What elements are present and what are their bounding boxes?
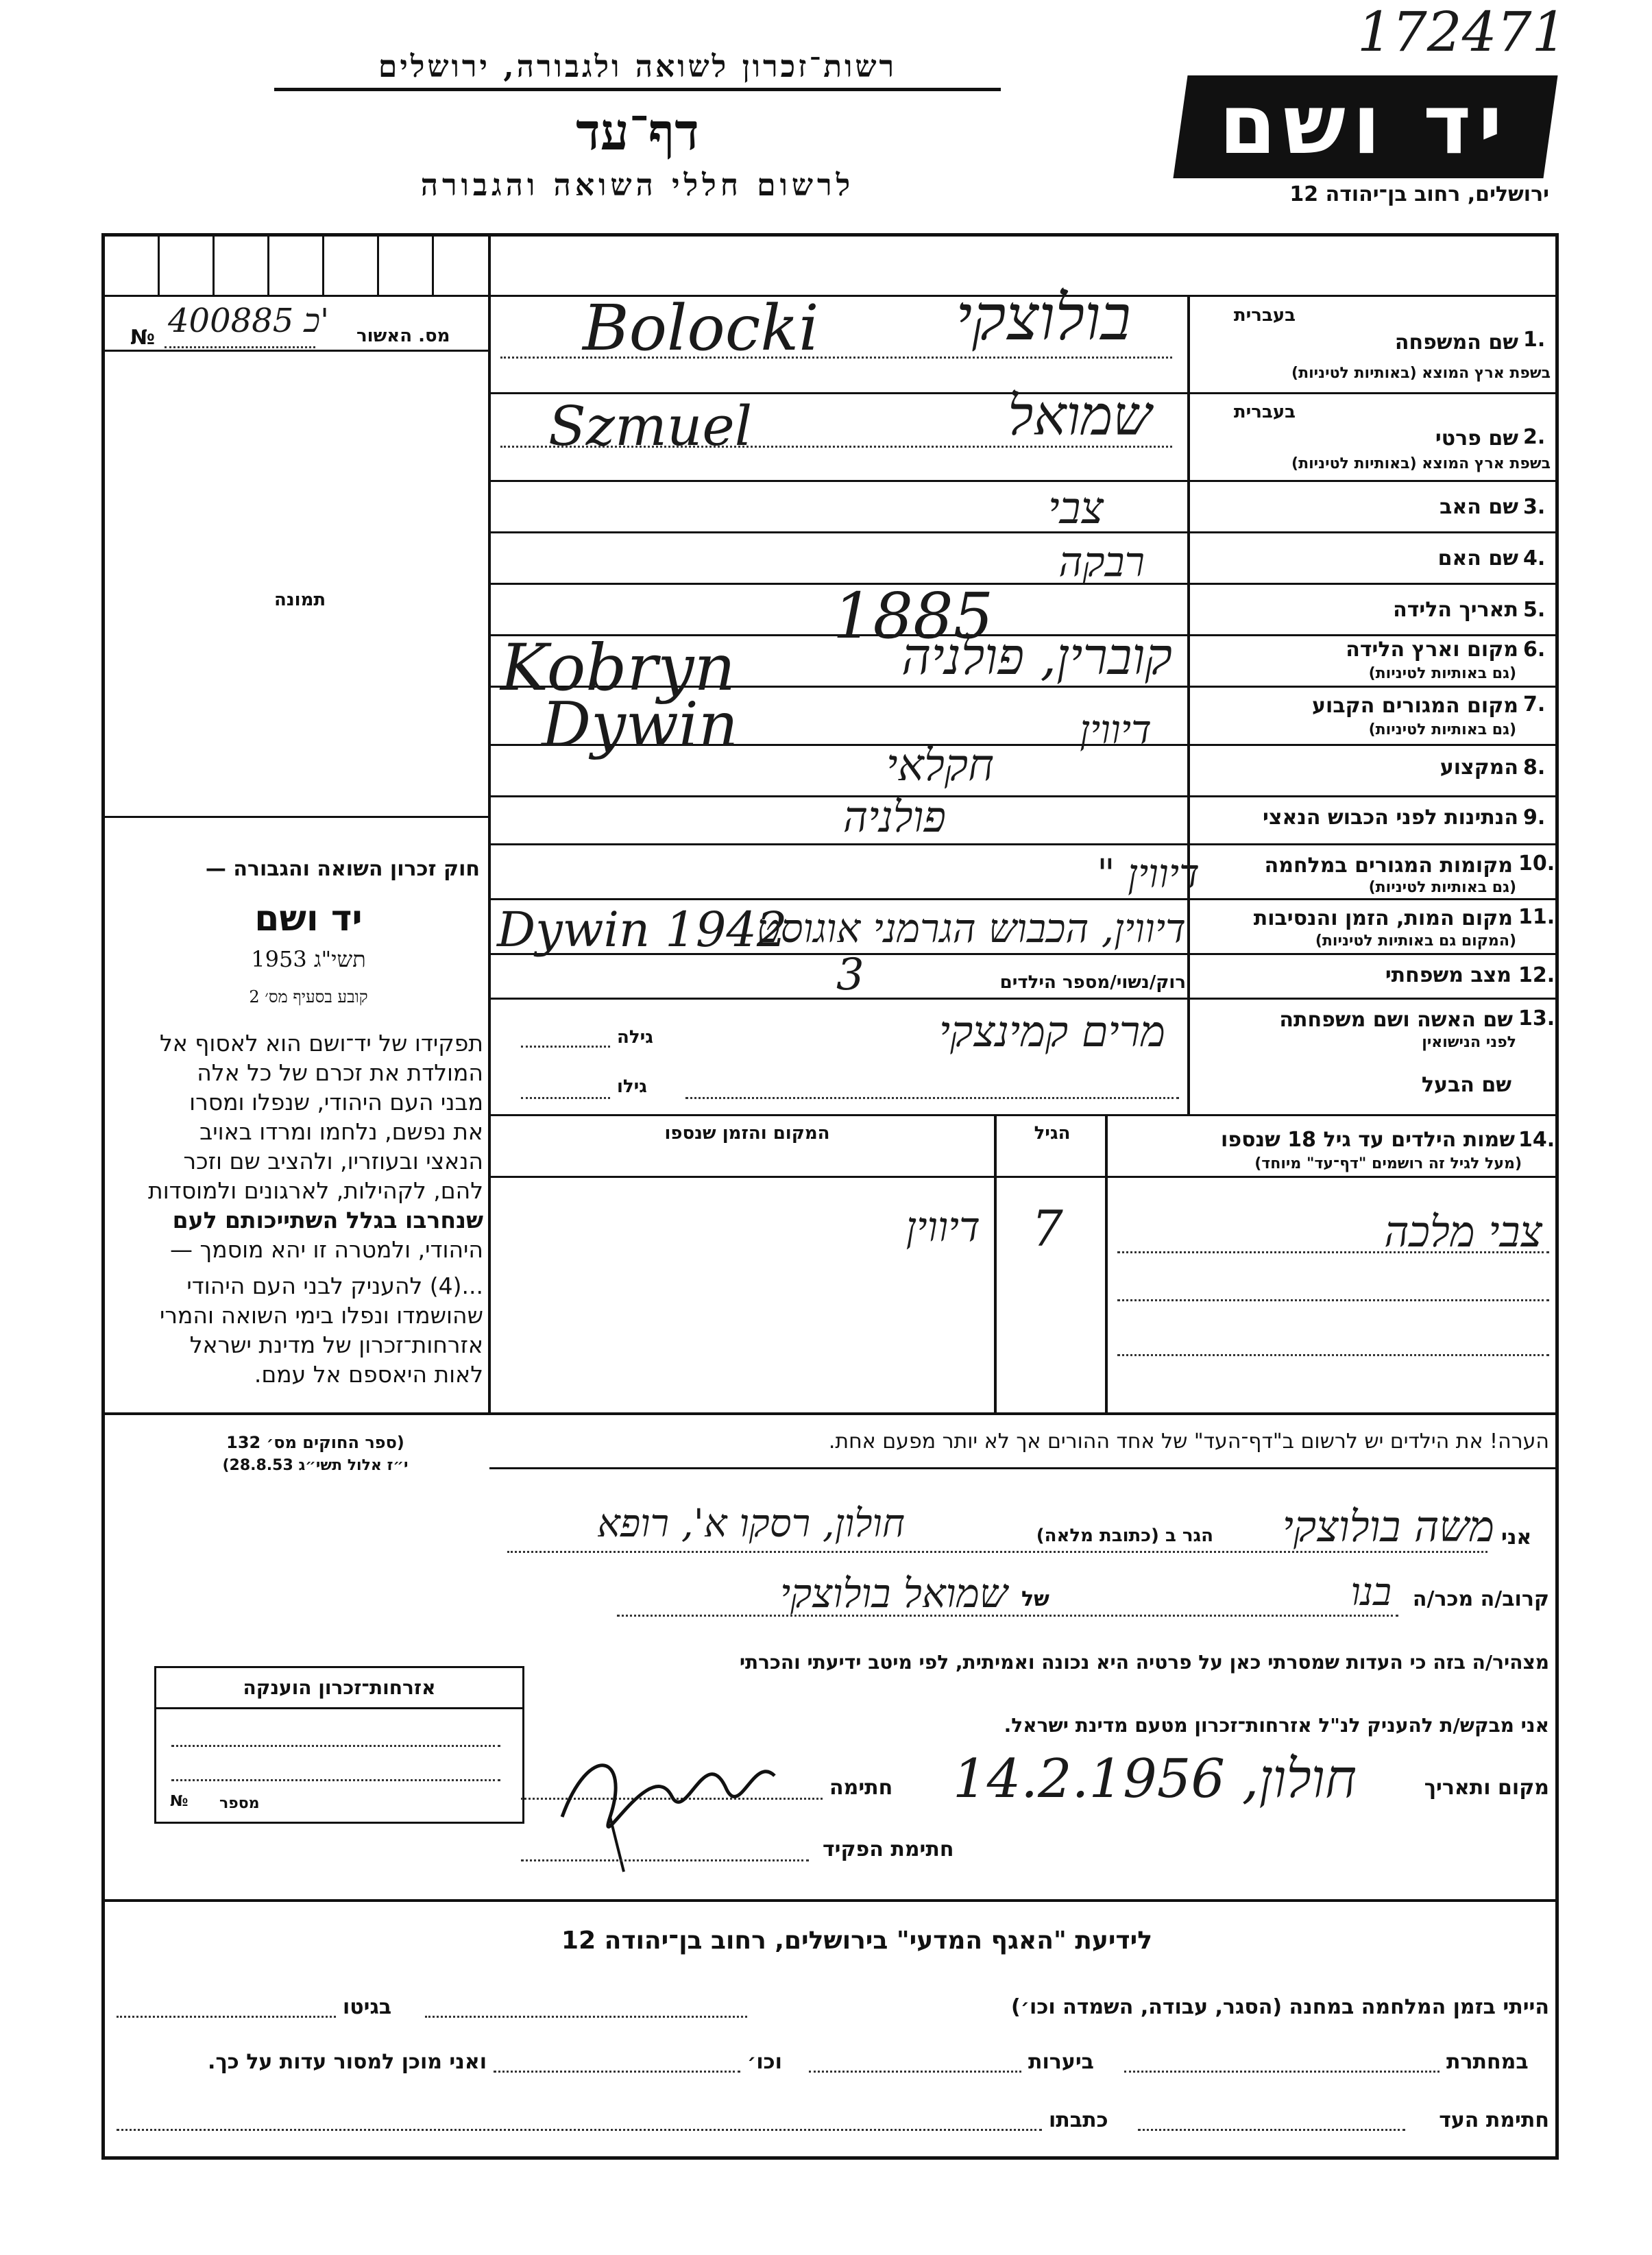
decl-relation: בנו <box>1350 1570 1392 1615</box>
f8-number: 8. <box>1523 756 1546 780</box>
f1-sub-hebrew: בעברית <box>1233 305 1296 326</box>
f2-sub-latin: בשפת ארץ המוצא (באותיות לטיניות) <box>1291 455 1551 472</box>
child1-place: דיווין <box>906 1203 980 1251</box>
footer-forest: ביערות <box>1028 2050 1094 2074</box>
f10-value: דיווין " <box>1097 850 1200 897</box>
citizenship-box-title: אזרחות־זכרון הוענקה <box>243 1676 436 1699</box>
f5-number: 5. <box>1523 598 1546 622</box>
footer-line1-dots <box>425 2016 747 2018</box>
footer-ghetto-dots <box>117 2016 336 2018</box>
f3-value: צבי <box>1047 483 1104 534</box>
f6-number: 6. <box>1523 638 1546 662</box>
f5-value: 1885 <box>833 579 994 653</box>
f9-number: 9. <box>1523 806 1546 830</box>
law-line-11: אזרחות־זכרון של מדינת ישראל <box>189 1331 483 1358</box>
decl-place-date: חולון, 14.2.1956 <box>953 1748 1357 1810</box>
f13-age-dots <box>521 1046 610 1048</box>
law-line-10: שהושמדו ונפלו בימי השואה והמרי <box>159 1302 483 1329</box>
strip-cell-1 <box>158 237 160 295</box>
decl-officer-label: חתימת הפקיד <box>823 1837 954 1861</box>
f13-age-label: גילה <box>617 1027 653 1048</box>
f1-label: שם המשפחה <box>1394 330 1518 354</box>
top-strip-line <box>104 295 1556 297</box>
f8-label: המקצוע <box>1440 756 1518 780</box>
f13-sub: לפני הנישואין <box>1422 1034 1516 1051</box>
strip-cell-2 <box>212 237 215 295</box>
footer-line1: הייתי בזמן המלחמה במחנה (הסגר, עבודה, השמדה וכו׳) <box>1011 1995 1549 2019</box>
f3-number: 3. <box>1523 495 1546 519</box>
decl-declarant: משה בולוצקי <box>1282 1502 1494 1552</box>
row-line-8 <box>489 795 1556 797</box>
row-line-14 <box>489 1176 1556 1178</box>
child-row-3-dots <box>1117 1354 1549 1356</box>
law-source: (ספר החוקים מס׳ 132 <box>226 1433 404 1452</box>
approval-no-mark: № <box>130 326 156 350</box>
f11-value-hebrew: דיווין, הכבוש הגרמני אוגוסט <box>756 905 1186 952</box>
law-line-9: ...(4) להעניק לבני העם היהודי <box>186 1273 483 1299</box>
footer-heading: לידיעת "האגף המדעי" בירושלים, רחוב בן־יהודה 12 <box>561 1927 1152 1955</box>
law-line-3: מבני העם היהודי, שנפלו ומסרו <box>189 1089 483 1116</box>
law-name: יד ושם <box>254 898 363 939</box>
decl-of-value: שמואל בולוצקי <box>779 1570 1008 1617</box>
f6-value-latin: Kobryn <box>500 631 736 706</box>
decl-statement: מצהיר/ה בזה כי העדות שמסרתי כאן על פרטיה היא נכונה ואמיתית, לפי מיטב ידיעתי והכרתי <box>739 1651 1549 1674</box>
decl-request: אני מבקש/ת להעניק לנ"ל אזרחות־זכרון מטעם מדינת ישראל. <box>1004 1714 1549 1737</box>
f4-number: 4. <box>1523 546 1546 570</box>
footer-witness-dots <box>1138 2129 1405 2131</box>
form-title: דף־עד <box>576 103 699 162</box>
yad-vashem-logo: יד ושם <box>1219 77 1509 173</box>
f6-label: מקום וארץ הלידה <box>1346 638 1518 662</box>
f14-number: 14. <box>1518 1128 1555 1152</box>
f11-value-latin: Dywin 1942 <box>497 902 788 958</box>
f7-number: 7. <box>1523 692 1546 716</box>
f4-label: שם האם <box>1437 546 1518 570</box>
f4-value: רבקה <box>1058 538 1145 586</box>
strip-line-left <box>104 350 489 352</box>
footer-address-dots <box>117 2129 1042 2131</box>
f10-number: 10. <box>1518 852 1555 876</box>
footer-etc-dots <box>494 2071 740 2073</box>
decl-resides-label: הגר ב (כתובת מלאה) <box>1036 1526 1213 1546</box>
footer-forest-dots <box>809 2071 1021 2073</box>
f6-value-hebrew: קוברין, פולניה <box>901 627 1172 686</box>
address-line: ירושלים, רחוב בן־יהודה 12 <box>1289 182 1549 206</box>
left-column-divider <box>488 237 491 1412</box>
husband-age-dots <box>521 1097 610 1099</box>
f14-sub: (מעל לגיל זה רושמים "דף־עד" מיוחד) <box>1254 1155 1522 1172</box>
authority-underline <box>274 88 1001 91</box>
strip-cell-6 <box>432 237 434 295</box>
decl-line-1 <box>507 1551 1487 1553</box>
citizenship-no-mark: № <box>170 1793 189 1810</box>
row-line-9 <box>489 843 1556 845</box>
law-line-4: את נפשם, נלחמו ומרדו באויב <box>199 1118 483 1145</box>
law-title: חוק זכרון השואה והגבורה — <box>205 857 480 881</box>
f3-label: שם האב <box>1440 495 1518 519</box>
child1-name: צבי מלכה <box>1384 1207 1542 1257</box>
authority-line: רשות־זכרון לשואה ולגבורה, ירושלים <box>378 49 897 84</box>
decl-of-label: של <box>1021 1587 1049 1611</box>
footer-ghetto: בגיטו <box>343 1995 392 2019</box>
citizenship-dots-2 <box>171 1779 500 1781</box>
row-line-2 <box>489 480 1556 482</box>
f11-sub: (המקום גם באותיות לטיניות) <box>1315 932 1516 950</box>
f9-label: הנתינות לפני הכבוש הנאצי <box>1263 806 1518 830</box>
f2-sub-hebrew: בעברית <box>1233 402 1296 422</box>
f1-value-hebrew: בולוצקי <box>955 281 1131 354</box>
citizenship-dots-1 <box>171 1745 500 1747</box>
decl-signature-label: חתימה <box>829 1776 893 1800</box>
f12-label: מצב משפחתי <box>1385 963 1511 987</box>
approval-value: 400885 כ' <box>168 302 330 340</box>
children-note: הערה! את הילדים יש לרשום ב"דף־העד" של אחד ההורים אך לא יותר מפעם אחת. <box>828 1430 1549 1454</box>
children-col-2 <box>1105 1116 1108 1412</box>
f8-value: חקלאי <box>886 740 994 791</box>
f7-value-hebrew: דיווין <box>1080 706 1152 753</box>
registration-number: 172471 <box>1357 0 1567 64</box>
f1-sub-latin: בשפת ארץ המוצא (באותיות לטיניות) <box>1291 365 1551 382</box>
law-line-12: לאות היאספם אל עמם. <box>254 1361 483 1388</box>
signature-scribble <box>548 1714 788 1879</box>
law-clause: קובע בסעיף מס׳ 2 <box>249 987 368 1006</box>
approval-label: מס. האשור <box>356 326 450 346</box>
strip-cell-4 <box>322 237 324 295</box>
f14-age-header: הגיל <box>1034 1123 1071 1144</box>
f13-value: מרים קמינצקי <box>938 1006 1165 1057</box>
child1-age: 7 <box>1032 1200 1063 1257</box>
husband-label: שם הבעל <box>1421 1073 1511 1097</box>
officer-dots <box>521 1859 809 1861</box>
law-line-5: הנאצי ובעוזריו, ולהציב שם וזכר <box>183 1148 483 1174</box>
f7-label: מקום המגורים הקבוע <box>1312 694 1518 718</box>
citizenship-number-label: מספר <box>219 1795 260 1812</box>
footer-address: כתבתו <box>1049 2108 1108 2132</box>
approval-dots <box>165 346 315 348</box>
footer-ready: ואני מוכן למסור עדות על כך. <box>208 2050 487 2074</box>
f2-value-hebrew: שמואל <box>1008 384 1152 448</box>
f12-number: 12. <box>1518 963 1555 987</box>
f12-options: רוק/נשוי/מספר הילדים <box>999 972 1186 993</box>
husband-age-label: גילו <box>617 1076 647 1097</box>
f14-label: שמות הילדים עד גיל 18 שנספו <box>1221 1128 1515 1152</box>
f13-label: שם האשה ושם משפחתה <box>1279 1008 1513 1032</box>
f2-label: שם פרטי <box>1435 426 1518 450</box>
f1-number: 1. <box>1523 328 1546 352</box>
f2-number: 2. <box>1523 425 1546 449</box>
law-date: י״ז אלול תשי״ג 28.8.53) <box>222 1457 409 1474</box>
section-line <box>101 1412 1559 1415</box>
husband-dots <box>685 1097 1179 1099</box>
row-line-10 <box>489 898 1556 900</box>
decl-address: חולון, רסקו א', רופא <box>597 1502 905 1546</box>
f1-value-latin: Bolocki <box>583 291 819 365</box>
f13-number: 13. <box>1518 1006 1555 1030</box>
law-line-8: היהודי, ולמטרה זו יהא מוסמך — <box>170 1236 483 1263</box>
photo-area-bottom <box>104 816 489 818</box>
footer-hiding-dots <box>1124 2071 1440 2073</box>
f9-value: פולניה <box>842 792 946 842</box>
footer-witness-sig: חתימת העד <box>1439 2108 1549 2132</box>
f10-sub: (גם באותיות לטיניות) <box>1368 879 1516 896</box>
form-subtitle: לרשום חללי השואה והגבורה <box>420 168 855 203</box>
law-line-2: המולדת את זכרם של כל אלה <box>197 1059 483 1086</box>
strip-cell-3 <box>267 237 269 295</box>
footer-line <box>101 1899 1559 1902</box>
law-line-6: להם, לקהילות, לארגונים ולמוסדות <box>148 1177 483 1204</box>
law-year: תשי"ג 1953 <box>251 946 366 972</box>
decl-relative-label: קרוב/ה מכר/ה <box>1412 1587 1549 1611</box>
decl-line-2 <box>617 1615 1398 1617</box>
f11-label: מקום המות, הזמן והנסיבות <box>1253 906 1513 930</box>
decl-ani: אני <box>1501 1526 1532 1549</box>
child-row-2-dots <box>1117 1299 1549 1301</box>
note-line <box>489 1467 1556 1469</box>
children-col-1 <box>994 1116 997 1412</box>
decl-place-date-label: מקום ותאריך <box>1424 1776 1549 1800</box>
photo-label: תמונה <box>274 590 326 610</box>
label-column-divider <box>1187 295 1190 1114</box>
f7-value-latin: Dywin <box>542 689 738 761</box>
f10-label: מקומות המגורים במלחמה <box>1264 854 1513 878</box>
f5-label: תאריך הלידה <box>1393 598 1518 622</box>
f11-number: 11. <box>1518 905 1555 929</box>
f14-place-header: המקום והזמן שנספו <box>664 1123 830 1144</box>
citizenship-box-divider <box>156 1707 522 1709</box>
row-line-13 <box>489 1114 1556 1116</box>
footer-etc: וכו׳ <box>747 2050 782 2074</box>
law-text <box>110 1028 483 1389</box>
strip-cell-5 <box>377 237 379 295</box>
f12-value: 3 <box>836 950 864 1000</box>
footer-hiding: במחתרת <box>1446 2050 1529 2074</box>
law-line-1: תפקידו של יד־ושם הוא לאסוף אל <box>159 1030 483 1057</box>
law-line-7: שנחרבו בגלל השתייכותם לעם <box>172 1207 483 1233</box>
row-line-12 <box>489 998 1556 1000</box>
f7-sub: (גם באותיות לטיניות) <box>1368 721 1516 738</box>
f2-value-latin: Szmuel <box>548 394 753 458</box>
f6-sub: (גם באותיות לטיניות) <box>1368 665 1516 682</box>
